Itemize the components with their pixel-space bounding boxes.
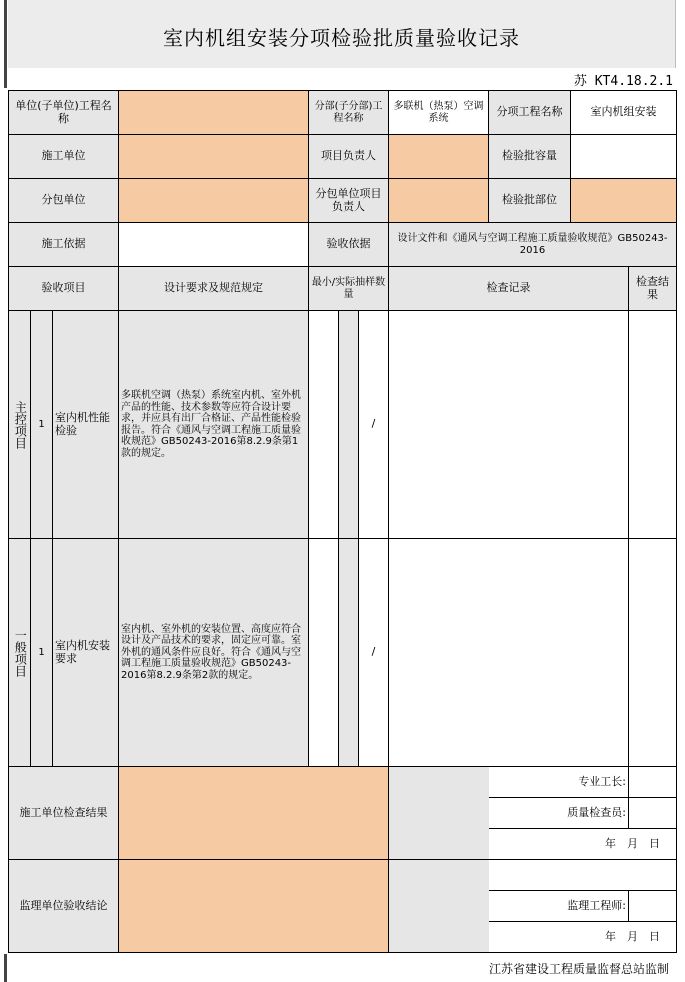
general-item-record-field[interactable] bbox=[389, 539, 629, 767]
location-value-field[interactable] bbox=[571, 179, 677, 223]
location-label: 检验批部位 bbox=[489, 179, 571, 223]
foreman-label: 专业工长: bbox=[489, 767, 629, 798]
supervision-result-label: 监理单位验收结论 bbox=[9, 860, 119, 953]
supervision-date: 年 月 日 bbox=[489, 922, 677, 953]
division-label: 分部(子分部)工程名称 bbox=[309, 91, 389, 135]
col-record: 检查记录 bbox=[389, 267, 629, 311]
unit-label: 单位(子单位)工程名称 bbox=[9, 91, 119, 135]
left-border bbox=[4, 0, 7, 88]
inspection-table bbox=[8, 90, 677, 953]
main-item-requirement: 多联机空调（热泵）系统室内机、室外机产品的性能、技术参数等应符合设计要求，并应具有出厂合格证、产品性能检验报告。符合《通风与空调工程施工质量验收规范》GB50243-2016第8.2.9条第1款的规定。 bbox=[119, 311, 309, 539]
subitem-label: 分项工程名称 bbox=[489, 91, 571, 135]
supervision-result-field[interactable] bbox=[119, 860, 389, 953]
engineer-sign-field[interactable] bbox=[629, 891, 677, 922]
unit-value-field[interactable] bbox=[119, 91, 309, 135]
subitem-value: 室内机组安装 bbox=[571, 91, 677, 135]
supervision-blank bbox=[489, 860, 677, 891]
main-item-sample-sep bbox=[339, 311, 359, 539]
contractor-label: 施工单位 bbox=[9, 135, 119, 179]
pm-label: 项目负责人 bbox=[309, 135, 389, 179]
inspector-label: 质量检查员: bbox=[489, 798, 629, 829]
main-items-group: 主控项目 bbox=[9, 311, 31, 539]
general-item-result-field[interactable] bbox=[629, 539, 677, 767]
construction-result-label: 施工单位检查结果 bbox=[9, 767, 119, 860]
construction-date: 年 月 日 bbox=[489, 829, 677, 860]
main-item-name: 室内机性能检验 bbox=[53, 311, 119, 539]
col-requirement: 设计要求及规范规定 bbox=[119, 267, 309, 311]
col-result: 检查结果 bbox=[629, 267, 677, 311]
general-items-group: 一般项目 bbox=[9, 539, 31, 767]
construction-result-field[interactable] bbox=[119, 767, 389, 860]
capacity-label: 检验批容量 bbox=[489, 135, 571, 179]
main-item-no: 1 bbox=[31, 311, 53, 539]
construction-result-gap bbox=[389, 767, 489, 860]
general-item-name: 室内机安装要求 bbox=[53, 539, 119, 767]
form-code: 苏 KT4.18.2.1 bbox=[573, 74, 673, 89]
division-value: 多联机（热泵）空调系统 bbox=[389, 91, 489, 135]
supervision-result-gap bbox=[389, 860, 489, 953]
left-border-bottom bbox=[4, 954, 7, 982]
col-item: 验收项目 bbox=[9, 267, 119, 311]
title-bar bbox=[8, 0, 676, 68]
basis-label: 施工依据 bbox=[9, 223, 119, 267]
main-item-actual-sample[interactable]: / bbox=[359, 311, 389, 539]
main-item-min-sample-field[interactable] bbox=[309, 311, 339, 539]
foreman-sign-field[interactable] bbox=[629, 767, 677, 798]
acceptance-basis-label: 验收依据 bbox=[309, 223, 389, 267]
capacity-value-field[interactable] bbox=[571, 135, 677, 179]
pm-value-field[interactable] bbox=[389, 135, 489, 179]
sub-pm-label: 分包单位项目负责人 bbox=[309, 179, 389, 223]
basis-value-field[interactable] bbox=[119, 223, 309, 267]
main-item-record-field[interactable] bbox=[389, 311, 629, 539]
col-sample: 最小/实际抽样数量 bbox=[309, 267, 389, 311]
footer-issuer: 江苏省建设工程质量监督总站监制 bbox=[488, 962, 669, 976]
contractor-value-field[interactable] bbox=[119, 135, 309, 179]
engineer-label: 监理工程师: bbox=[489, 891, 629, 922]
general-item-sample-sep bbox=[339, 539, 359, 767]
inspector-sign-field[interactable] bbox=[629, 798, 677, 829]
acceptance-basis-value: 设计文件和《通风与空调工程施工质量验收规范》GB50243-2016 bbox=[389, 223, 677, 267]
general-item-no: 1 bbox=[31, 539, 53, 767]
general-item-requirement: 室内机、室外机的安装位置、高度应符合设计及产品技术的要求，固定应可靠。室外机的通风条件应良好。符合《通风与空调工程施工质量验收规范》GB50243-2016第8.2.9条第2款的规定。 bbox=[119, 539, 309, 767]
general-item-min-sample-field[interactable] bbox=[309, 539, 339, 767]
subcontractor-value-field[interactable] bbox=[119, 179, 309, 223]
form-title: 室内机组安装分项检验批质量验收记录 bbox=[163, 26, 520, 50]
main-item-result-field[interactable] bbox=[629, 311, 677, 539]
sub-pm-value-field[interactable] bbox=[389, 179, 489, 223]
general-item-actual-sample[interactable]: / bbox=[359, 539, 389, 767]
subcontractor-label: 分包单位 bbox=[9, 179, 119, 223]
